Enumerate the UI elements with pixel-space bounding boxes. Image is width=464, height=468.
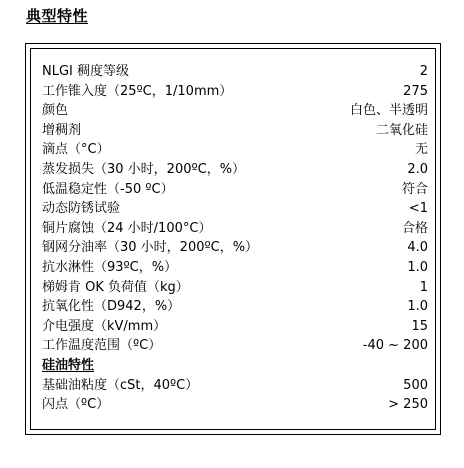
property-row-worked-penetration xyxy=(42,82,428,102)
property-row-copper-corrosion xyxy=(42,219,428,239)
property-row-timken-ok-load xyxy=(42,278,428,298)
property-value: 2 xyxy=(419,64,428,79)
property-label: 工作锥入度（25ºC，1/10mm） xyxy=(42,83,233,99)
property-label: 蒸发损失（30 小时，200ºC，%） xyxy=(42,161,246,177)
property-row-base-oil-viscosity xyxy=(42,376,428,396)
property-value: 275 xyxy=(403,83,428,99)
property-row-oil-separation xyxy=(42,238,428,258)
property-row-dynamic-rust-test xyxy=(42,199,428,219)
properties-table-frame xyxy=(25,43,441,435)
property-value: -40 ~ 200 xyxy=(362,338,428,354)
property-label: NLGI 稠度等级 xyxy=(42,64,130,79)
property-value: 符合 xyxy=(401,181,428,197)
property-value: 合格 xyxy=(401,220,428,236)
property-row-low-temp-stability xyxy=(42,180,428,200)
property-value: 500 xyxy=(403,377,428,393)
property-row-flash-point xyxy=(42,395,428,415)
section-heading-label: 硅油特性 xyxy=(42,357,95,373)
property-label: 梯姆肯 OK 负荷值（kg） xyxy=(42,279,189,295)
property-label: 基础油粘度（cSt，40ºC） xyxy=(42,377,199,393)
property-label: 抗水淋性（93ºC，%） xyxy=(42,259,178,275)
property-value: > 250 xyxy=(388,397,428,413)
property-value: 2.0 xyxy=(407,161,428,177)
properties-list xyxy=(42,62,428,415)
property-label: 工作温度范围（ºC） xyxy=(42,338,162,354)
property-value: 4.0 xyxy=(407,240,428,256)
page-title: 典型特性 xyxy=(26,7,89,25)
property-value: 15 xyxy=(411,318,428,334)
property-label: 动态防锈试验 xyxy=(42,201,121,217)
property-row-oxidation-resistance xyxy=(42,297,428,317)
property-label: 闪点（ºC） xyxy=(42,397,110,413)
property-row-operating-temp-range xyxy=(42,336,428,356)
property-row-dielectric-strength xyxy=(42,317,428,337)
property-label: 抗氧化性（D942，%） xyxy=(42,299,181,315)
property-label: 铜片腐蚀（24 小时/100°C） xyxy=(42,220,212,236)
section-heading-silicone-oil xyxy=(42,356,428,376)
property-label: 滴点（°C） xyxy=(42,142,110,158)
property-row-thickener xyxy=(42,121,428,141)
property-label: 颜色 xyxy=(42,103,69,119)
property-value: 二氧化硅 xyxy=(375,122,428,138)
property-row-dropping-point xyxy=(42,140,428,160)
property-value: 白色、半透明 xyxy=(349,103,428,119)
property-label: 介电强度（kV/mm） xyxy=(42,318,167,334)
property-label: 钢网分油率（30 小时，200ºC，%） xyxy=(42,240,259,256)
property-value: 1.0 xyxy=(407,259,428,275)
property-value: 无 xyxy=(414,142,428,158)
property-row-color xyxy=(42,101,428,121)
property-row-nlgi-grade xyxy=(42,62,428,82)
property-value: 1 xyxy=(419,279,428,295)
property-label: 低温稳定性（-50 ºC） xyxy=(42,181,174,197)
property-value: <1 xyxy=(408,201,428,217)
property-label: 增稠剂 xyxy=(42,122,82,138)
property-value: 1.0 xyxy=(407,299,428,315)
property-row-evaporation-loss xyxy=(42,160,428,180)
property-row-water-washout xyxy=(42,258,428,278)
